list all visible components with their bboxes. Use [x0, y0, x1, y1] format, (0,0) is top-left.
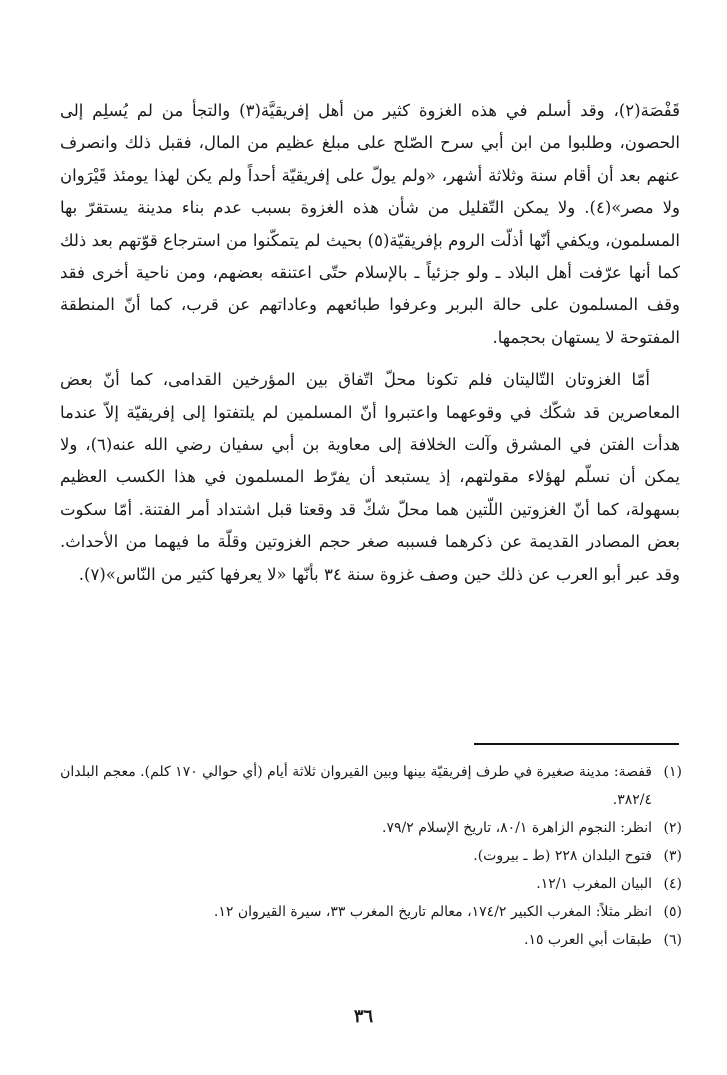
footnote-number: (١)	[663, 764, 682, 780]
footnote-1	[52, 758, 682, 814]
footnote-3	[52, 842, 682, 870]
footnote-number: (٢)	[663, 820, 682, 836]
footnote-separator	[474, 743, 679, 745]
paragraph-1: قَفْصَة(٢)، وقد أسلم في هذه الغزوة كثير من أهل إفريقيَّة(٣) والتجأ من لم يُسلِم إلى الحصون، وطلبوا من ابن أبي سرح الصّلح على مبلغ عظيم من المال، فقبل ذلك وانصرف عنهم بعد أن أقام سنة وثلاثة أشهر، «ولم يولّ على إفريقيّة أحداً ولم يكن لهذا يومئذ قَيْرَوان ولا مصر»(٤). ولا يمكن التّقليل من شأن هذه الغزوة بسبب عدم بناء مدينة يستقرّ بها المسلمون، ويكفي أنّها أذلّت الروم بإفريقيّة(٥) بحيث لم يتمكّنوا من استرجاع قوّتهم بعد ذلك كما أنها عرّفت أهل البلاد ـ ولو جزئياً ـ بالإسلام حتّى اعتنقه بعضهم، ومن ناحية أخرى فقد وقف المسلمون على حالة البربر وعرفوا طبائعهم وعاداتهم عن قرب، كما أنّ المنطقة المفتوحة لا يستهان بحجمها.	[60, 101, 680, 347]
footnote-text: انظر مثلاً: المغرب الكبير ١٧٤/٢، معالم تاريخ المغرب ٣٣، سيرة القيروان ١٢.	[213, 904, 652, 920]
footnote-text: البيان المغرب ١٢/١.	[536, 876, 652, 892]
footnote-4	[52, 870, 682, 898]
paragraph-2: أمّا الغزوتان التّاليتان فلم تكونا محلّ اتّفاق بين المؤرخين القدامى، كما أنّ بعض المعاصرين قد شكّك في وقوعهما واعتبروا أنّ المسلمين لم يلتفتوا إلى إفريقيّة إلاّ عندما هدأت الفتن في المشرق وآلت الخلافة إلى معاوية بن أبي سفيان رضي الله عنه(٦)، ولا يمكن أن نسلّم لهؤلاء مقولتهم، إذ يستبعد أن يفرّط المسلمون في هذا الكسب العظيم بسهولة، كما أنّ الغزوتين اللّتين هما محلّ شكّ قد وقعتا قبل اشتداد أمر الفتنة. أمّا سكوت بعض المصادر القديمة عن ذكرهما فسببه صغر حجم الغزوتين وقلّة ما فيهما من الأحداث. وقد عبر أبو العرب عن ذلك حين وصف غزوة سنة ٣٤ بأنّها «لا يعرفها كثير من النّاس»(٧).	[60, 370, 680, 584]
footnotes	[52, 758, 682, 954]
footnote-text: فتوح البلدان ٢٢٨ (ط ـ بيروت).	[473, 848, 652, 864]
footnote-number: (٤)	[663, 876, 682, 892]
footnote-6	[52, 926, 682, 954]
page-number: ٣٦	[353, 1006, 374, 1027]
footnote-5	[52, 898, 682, 926]
footnote-number: (٣)	[663, 848, 682, 864]
footnote-number: (٦)	[663, 932, 682, 948]
footnote-number: (٥)	[663, 904, 682, 920]
footnote-text: طبقات أبي العرب ١٥.	[523, 932, 652, 948]
main-text	[60, 95, 680, 591]
footnote-text: قفصة: مدينة صغيرة في طرف إفريقيّة بينها وبين القيروان ثلاثة أيام (أي حوالي ١٧٠ كلم). معجم البلدان ٣٨٢/٤.	[60, 764, 652, 808]
footnote-2	[52, 814, 682, 842]
footnote-text: انظر: النجوم الزاهرة ٨٠/١، تاريخ الإسلام ٧٩/٢.	[382, 820, 652, 836]
